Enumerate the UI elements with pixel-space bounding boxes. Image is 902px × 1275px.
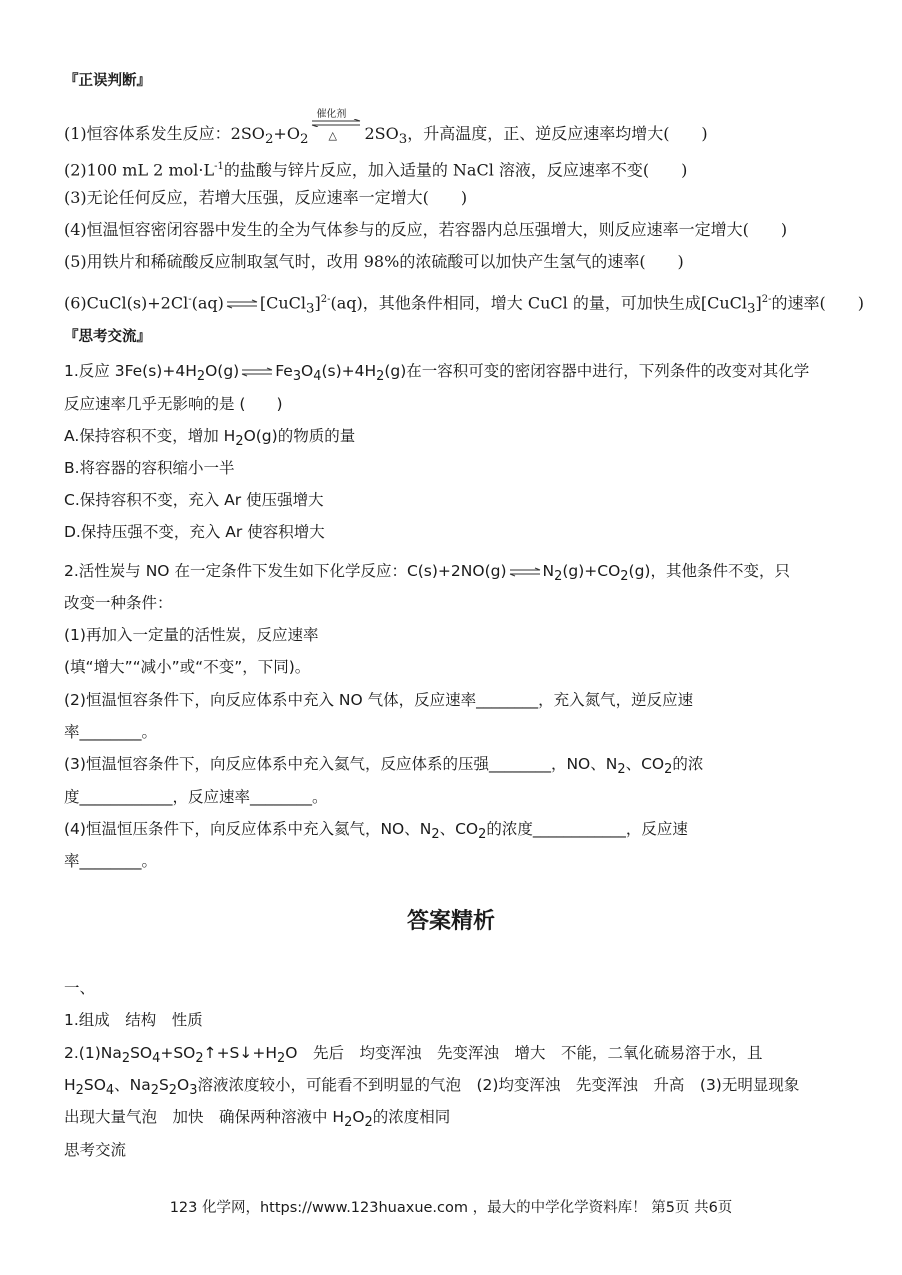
judge-item-6: (6)CuCl(s)+2Cl-(aq) [CuCl$_3$]$^{2-}$(aq)，其他条件相同，增大 CuCl 的量，可加快生成[CuCl$_3$]$^{2-}$的速率( ) [64, 293, 864, 317]
section-heading-think: 『思考交流』 [64, 329, 151, 345]
answer-line-2: $2.(1)Na_2SO_4+SO_2↑+S↓+H_2O$ 先后 均变浑浊 先变浑浊 增大 不能，二氧化硫易溶于水，且 [64, 1044, 763, 1067]
answer-line-3: $H_2SO_4$、$Na_2S_2O_3$溶液浓度较小，可能看不到明显的气泡 (2)均变浑浊 先变浑浊 升高 (3)无明显现象 [64, 1076, 800, 1099]
option-c: C.保持容积不变，充入 Ar 使压强增大 [64, 491, 324, 509]
answer-section-1: 一、 [64, 979, 96, 997]
part-2-line2: 率________。 [64, 723, 158, 741]
equilibrium-arrow [226, 299, 258, 309]
think-question-1: 1.反应 $3Fe(s)+4H_2O(g)$ $Fe_3O_4(s)+4H_2(g)$在一容积可变的密闭容器中进行，下列条件的改变对其化学 [64, 362, 810, 385]
equilibrium-arrow [241, 367, 273, 377]
part-1: (1)再加入一定量的活性炭，反应速率 [64, 626, 319, 644]
option-d: D.保持压强不变，充入 Ar 使容积增大 [64, 523, 325, 541]
part-3-line2: 度____________，反应速率________。 [64, 788, 328, 806]
page-footer: 123 化学网，https://www.123huaxue.com ，最大的中学化学资料库！ 第5页 共6页 [169, 1200, 733, 1216]
option-b: B.将容器的容积缩小一半 [64, 459, 235, 477]
part-2: (2)恒温恒容条件下，向反应体系中充入 NO 气体，反应速率________，充入氮气，逆反应速 [64, 691, 694, 709]
think-question-2-line2: 改变一种条件： [64, 594, 173, 612]
section-heading-judgement: 『正误判断』 [64, 73, 151, 89]
judge-item-2: (2)100 mL 2 $mol\cdot L^{-1}$的盐酸与锌片反应，加入适量的 NaCl 溶液，反应速率不变( ) [64, 160, 688, 180]
part-4-line2: 率________。 [64, 852, 158, 870]
judge-item-3: (3)无论任何反应，若增大压强，反应速率一定增大( ) [64, 188, 468, 207]
judge-item-1: (1)恒容体系发生反应：$2SO_2+O_2$ 催化剂 △ $2SO_3$，升高温度，正、逆反应速率均增大( ) [64, 108, 708, 148]
part-1-note: (填“增大”“减小”或“不变”，下同)。 [64, 658, 311, 676]
judge-item-5: (5)用铁片和稀硫酸反应制取氢气时，改用 98%的浓硫酸可以加快产生氢气的速率( ) [64, 252, 684, 271]
answer-line-4: 出现大量气泡 加快 确保两种溶液中 $H_2O_2$的浓度相同 [64, 1108, 451, 1131]
think-question-2: 2.活性炭与 NO 在一定条件下发生如下化学反应：C(s)+2NO(g) $N_2(g)+CO_2(g)$，其他条件不变，只 [64, 562, 790, 585]
think-question-1-line2: 反应速率几乎无影响的是 ( ) [64, 395, 283, 413]
part-3: (3)恒温恒容条件下，向反应体系中充入氦气，反应体系的压强________，NO、$N_2$、$CO_2$的浓 [64, 755, 704, 778]
answer-line-1: 1.组成 结构 性质 [64, 1011, 203, 1029]
option-a: A.保持容积不变，增加 $H_2O(g)$的物质的量 [64, 427, 356, 450]
part-4: (4)恒温恒压条件下，向反应体系中充入氦气，NO、$N_2$、$CO_2$的浓度____________，反应速 [64, 820, 688, 843]
answer-title: 答案精析 [406, 909, 495, 934]
judge-item-4: (4)恒温恒容密闭容器中发生的全为气体参与的反应，若容器内总压强增大，则反应速率一定增大( ) [64, 220, 788, 239]
catalyst-equilibrium-arrow: 催化剂 △ [310, 124, 362, 146]
answer-line-5: 思考交流 [64, 1141, 127, 1159]
equilibrium-arrow [509, 567, 541, 577]
